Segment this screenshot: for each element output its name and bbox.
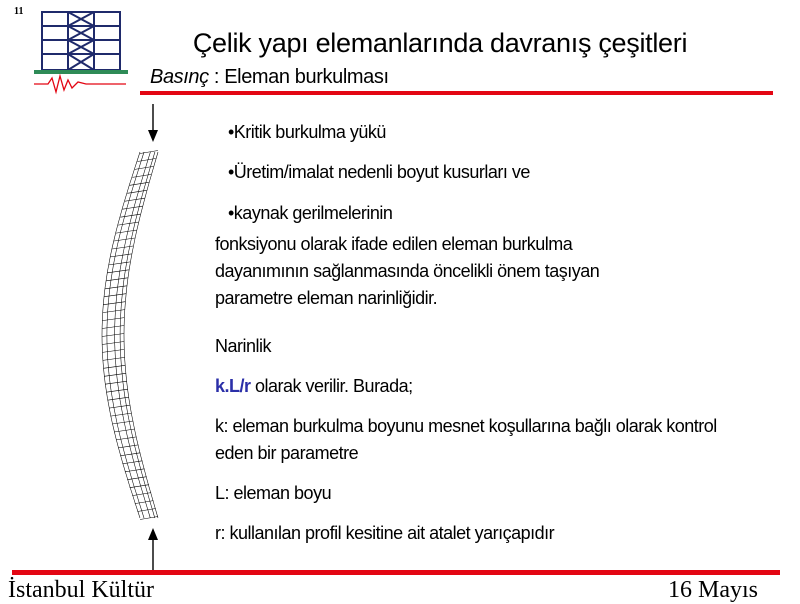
column-mesh-rung (109, 262, 130, 265)
column-mesh-rung (102, 349, 124, 352)
column-mesh-rung (106, 278, 128, 281)
subtitle-italic: Basınç (150, 66, 209, 88)
paragraph (215, 231, 599, 312)
buckled-column-figure (95, 100, 205, 575)
slide-title: Çelik yapı elemanlarında davranış çeşitleri (192, 28, 688, 58)
column-mesh-rung (114, 238, 135, 241)
column-mesh-rung (135, 166, 154, 169)
column-mesh-rung (105, 381, 127, 384)
paragraph-line-3: parametre eleman narinliğidir. (215, 288, 438, 308)
formula-line (215, 373, 413, 400)
paragraph-line-2: dayanımının sağlanmasında öncelikli önem taşıyan (215, 261, 600, 281)
formula-rest: olarak verilir. Burada; (250, 376, 413, 396)
definition-k-line-2: eden bir parametre (215, 443, 359, 463)
column-mesh-rung (106, 389, 128, 392)
definition-k-line-1: k: eleman burkulma boyunu mesnet koşullarına bağlı olarak kontrol (215, 416, 717, 436)
column-mesh-rung (125, 198, 145, 201)
column-mesh-rung (118, 222, 138, 225)
column-mesh-rung (111, 254, 132, 257)
column-mesh-rung (104, 373, 126, 376)
column-mesh-rung (112, 246, 133, 249)
bottom-divider (12, 570, 780, 575)
column-mesh-rung (137, 159, 155, 162)
column-mesh-rung (132, 174, 151, 177)
column-mesh-rung (118, 445, 138, 448)
column-mesh-rung (103, 310, 125, 313)
column-mesh-rung (102, 342, 124, 345)
building-frame-logo-icon (30, 8, 130, 98)
narinlik-heading: Narinlik (215, 336, 272, 356)
column-mesh-rung (109, 405, 130, 408)
definition-L: L: eleman boyu (215, 483, 332, 503)
column-mesh-rung (103, 302, 125, 305)
column-mesh-rung (120, 214, 140, 217)
footer-right: 16 Mayıs (668, 577, 758, 603)
column-mesh-rung (108, 397, 129, 400)
column-mesh-rung (111, 413, 132, 416)
definition-k (215, 413, 717, 467)
column-mesh-rung (140, 517, 158, 520)
column-mesh-rung (108, 270, 129, 273)
column-mesh-rung (105, 286, 127, 289)
slenderness-formula: k.L/r (215, 376, 251, 396)
column-mesh-rung (116, 230, 137, 233)
column-mesh-rung (127, 190, 146, 193)
column-mesh-line (124, 152, 158, 518)
slide-number: 11 (14, 6, 24, 17)
column-mesh-rung (103, 357, 125, 360)
bullet-2: •Üretim/imalat nedenli boyut kusurları ve (228, 162, 530, 182)
column-mesh-rung (103, 365, 125, 368)
column-mesh-rung (123, 206, 143, 209)
slide-subtitle (150, 66, 389, 89)
column-mesh-rung (104, 294, 126, 297)
column-mesh-rung (140, 151, 158, 154)
column-mesh-rung (102, 326, 124, 329)
footer-left: İstanbul Kültür (8, 577, 154, 603)
column-mesh-rung (112, 421, 133, 424)
bullet-3: •kaynak gerilmelerinin (228, 203, 393, 223)
column-mesh-rung (102, 318, 124, 321)
column-mesh-rung (102, 334, 124, 337)
bullet-1: •Kritik burkulma yükü (228, 122, 386, 142)
subtitle-rest: : Eleman burkulması (208, 66, 389, 88)
definition-r: r: kullanılan profil kesitine ait atalet yarıçapıdır (215, 523, 555, 543)
column-mesh-rung (130, 182, 149, 185)
paragraph-line-1: fonksiyonu olarak ifade edilen eleman burkulma (215, 234, 573, 254)
top-divider (140, 91, 773, 95)
